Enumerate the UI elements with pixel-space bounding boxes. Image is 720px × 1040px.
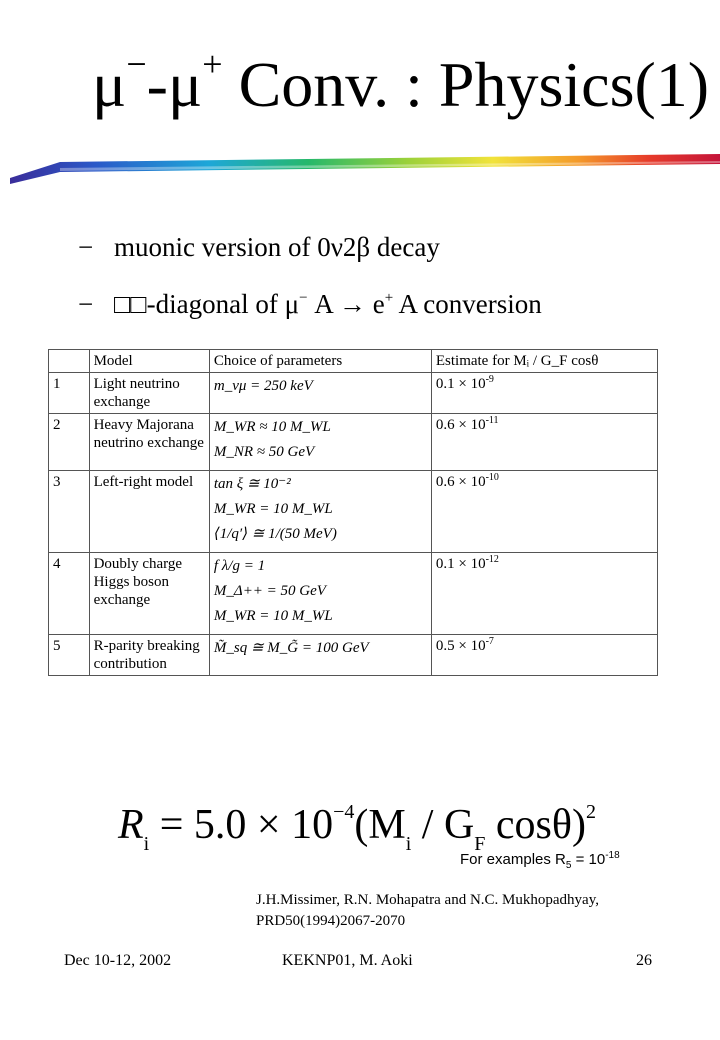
reference-journal: PRD50(1994)2067-2070 — [256, 913, 406, 929]
row-estimate: $0.5 \times 10^{-7}$ — [431, 635, 657, 676]
example-note: For examples $R_5 = 10^{-18}$ — [460, 850, 620, 871]
row-estimate: $0.1 \times 10^{-12}$ — [431, 553, 657, 635]
bullet-text: muonic version of 0ν2β decay — [114, 232, 440, 262]
row-params: M_WR ≈ 10 M_WL M_NR ≈ 50 GeV — [209, 414, 431, 471]
header-model: Model — [89, 350, 209, 373]
slide-title: μ−-μ+ Conv. : Physics(1) — [92, 44, 710, 120]
reference-citation — [256, 890, 696, 932]
row-estimate: $0.6 \times 10^{-10}$ — [431, 471, 657, 553]
row-model: Doubly charge Higgs boson exchange — [89, 553, 209, 635]
footer-date: Dec 10-12, 2002 — [64, 952, 172, 969]
header-estimate: Estimate for Mᵢ / G_F cosθ — [431, 350, 657, 373]
table-row — [49, 553, 658, 635]
bullet-1 — [78, 230, 440, 264]
row-estimate: $0.6 \times 10^{-11}$ — [431, 414, 657, 471]
row-number: 2 — [49, 414, 90, 471]
missing-glyphs: □□ — [114, 289, 147, 319]
bullet-marker: − — [78, 232, 94, 262]
row-params: f λ/g = 1 M_Δ++ = 50 GeV M_WR = 10 M_WL — [209, 553, 431, 635]
row-number: 1 — [49, 373, 90, 414]
table-row — [49, 635, 658, 676]
row-model: Left-right model — [89, 471, 209, 553]
footer-page-number: 26 — [636, 952, 652, 969]
table-row — [49, 373, 658, 414]
reference-authors: J.H.Missimer, R.N. Mohapatra and N.C. Mukhopadhyay, — [256, 892, 599, 908]
parameters-table — [48, 349, 658, 676]
footer-event: KEKNP01, M. Aoki — [282, 952, 413, 969]
header-parameters: Choice of parameters — [209, 350, 431, 373]
row-model: Light neutrino exchange — [89, 373, 209, 414]
row-params: m_νμ = 250 keV — [209, 373, 431, 414]
rainbow-divider — [0, 148, 720, 188]
table-row — [49, 414, 658, 471]
bullet-marker: − — [78, 289, 94, 319]
row-model: R-parity breaking contribution — [89, 635, 209, 676]
row-model: Heavy Majorana neutrino exchange — [89, 414, 209, 471]
table-row — [49, 471, 658, 553]
row-number: 4 — [49, 553, 90, 635]
row-params: M̃_sq ≅ M_G̃ = 100 GeV — [209, 635, 431, 676]
row-params: tan ξ ≅ 10⁻² M_WR = 10 M_WL ⟨1/q′⟩ ≅ 1/(50 MeV) — [209, 471, 431, 553]
row-number: 3 — [49, 471, 90, 553]
row-number: 5 — [49, 635, 90, 676]
row-estimate: $0.1 \times 10^{-9}$ — [431, 373, 657, 414]
table-header-row — [49, 350, 658, 373]
bullet-2: − □□-diagonal of μ− A → e+ A conversion — [78, 289, 542, 319]
ratio-formula: $R_i = 5.0 \times 10^{-4}(M_i / G_F$ cosθ)$^2$ — [118, 801, 596, 855]
